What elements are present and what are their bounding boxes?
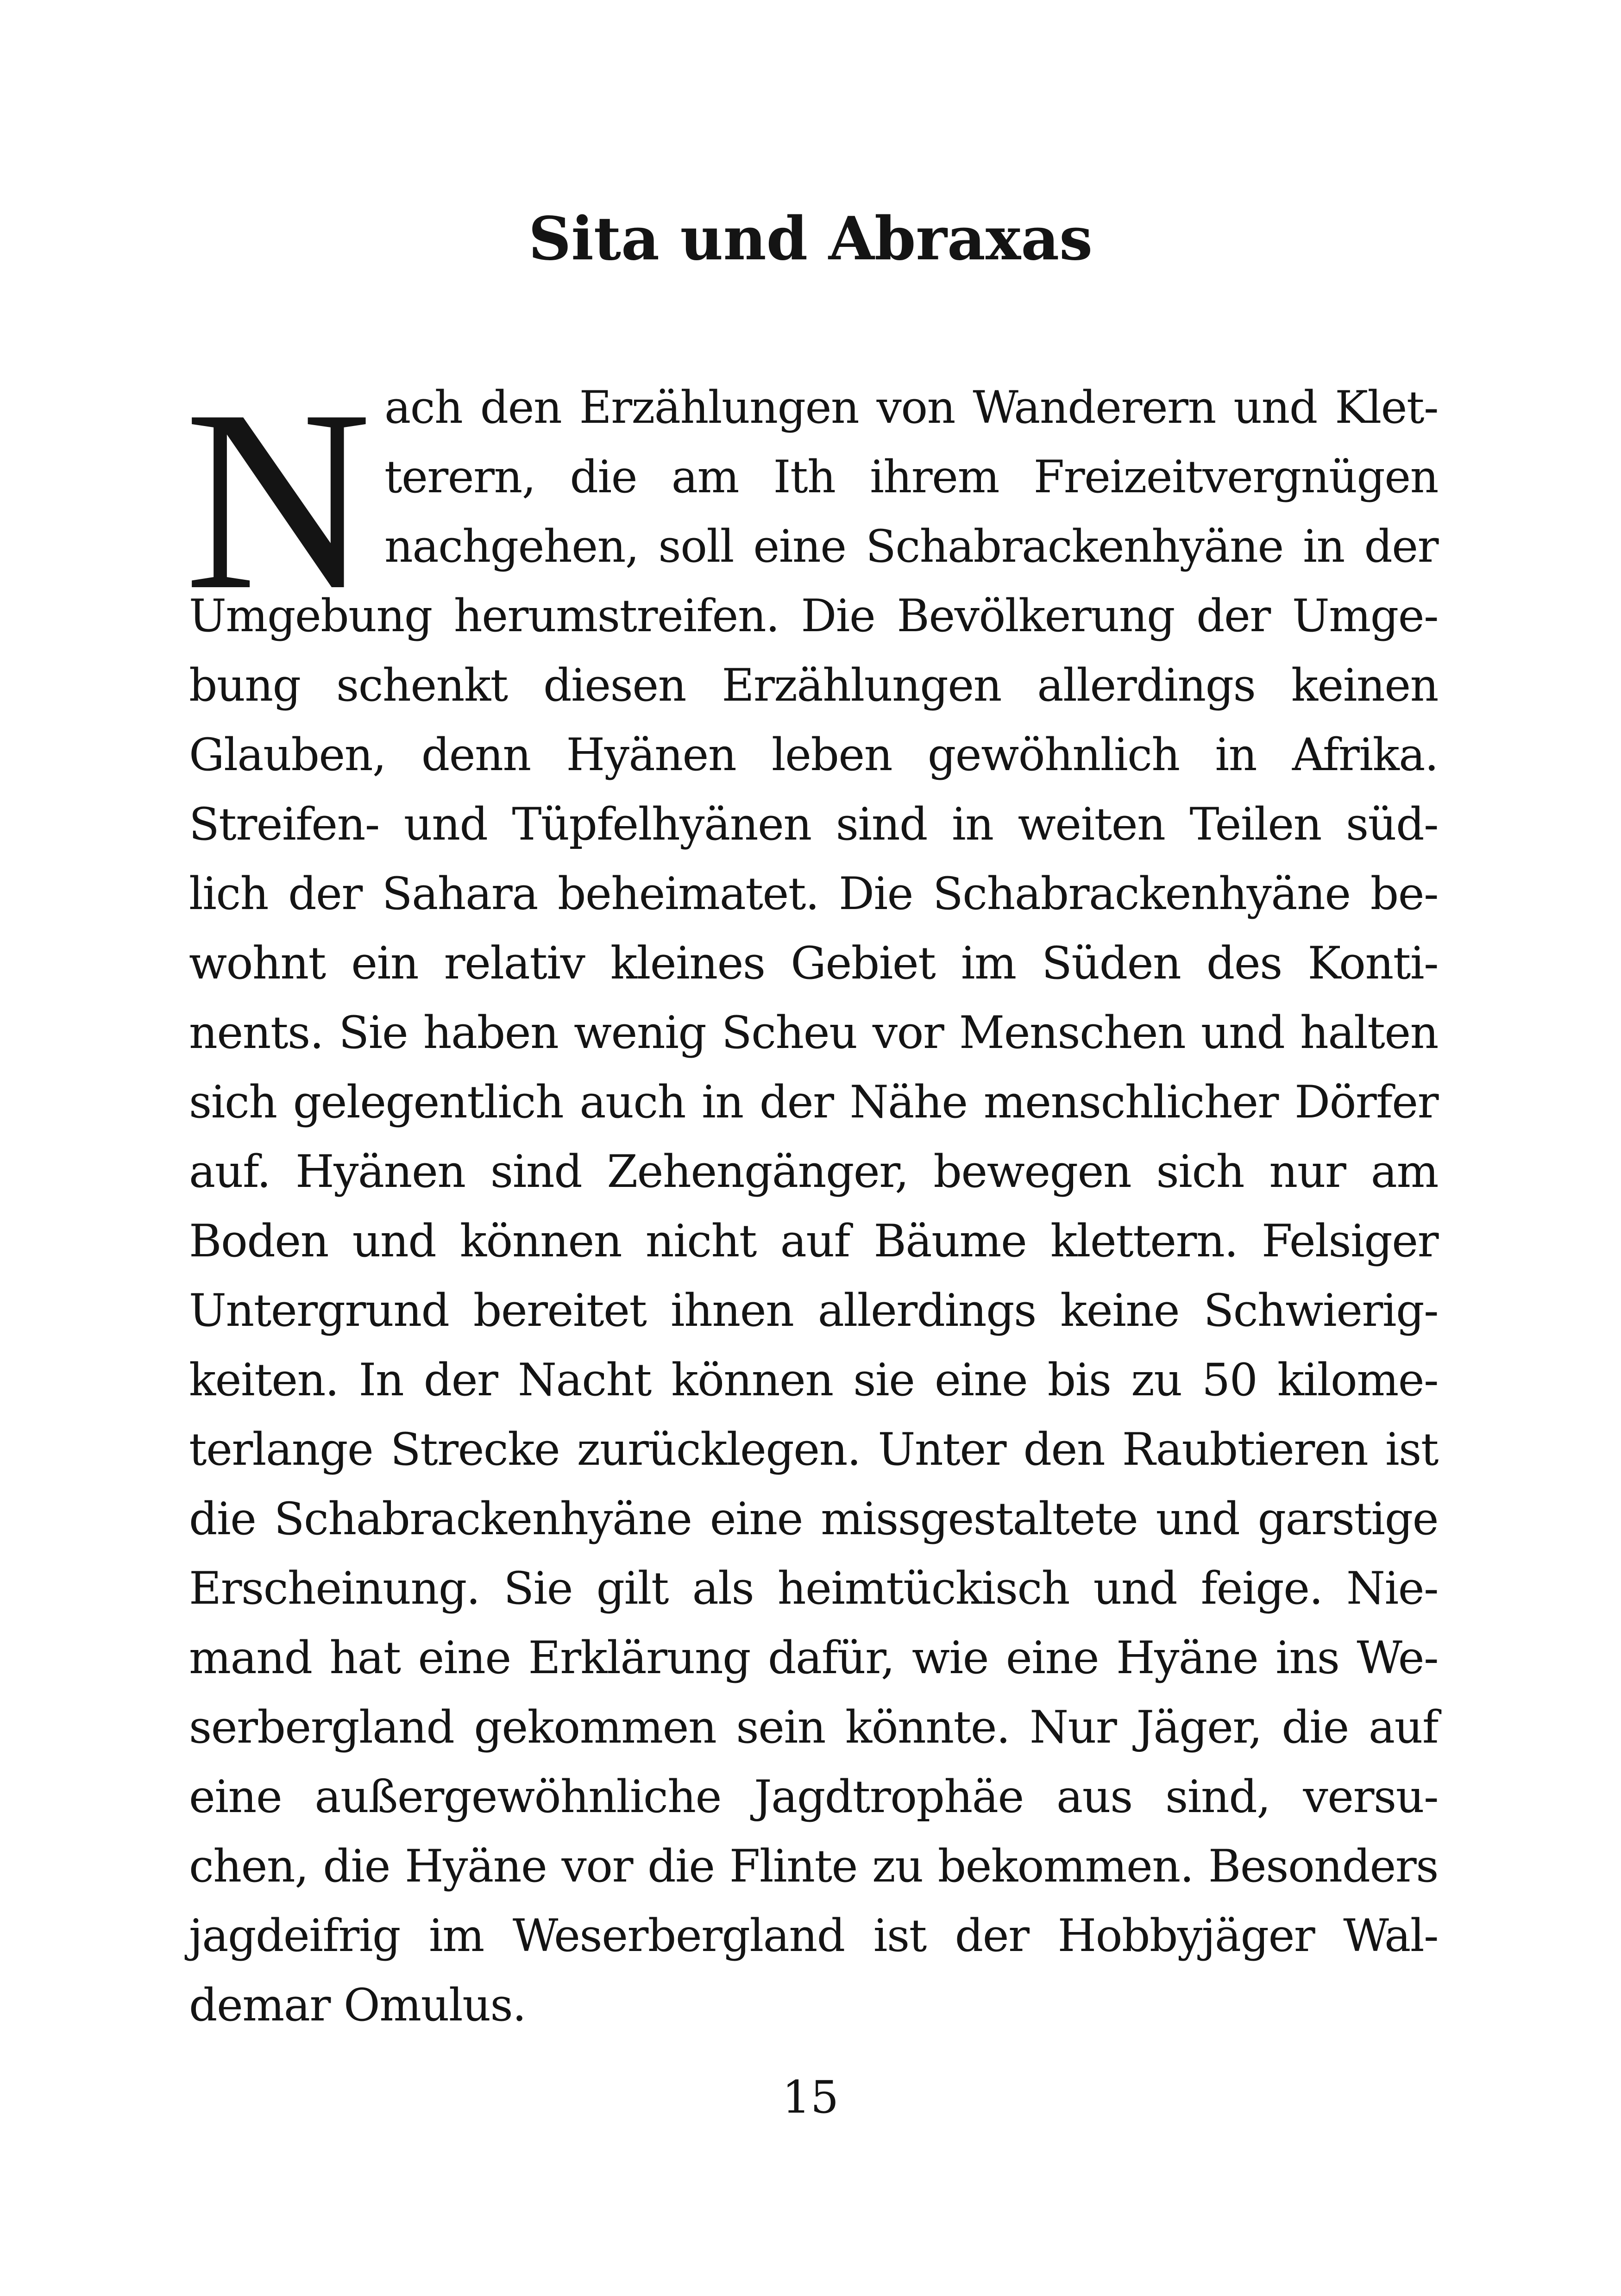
text-line: demar Omulus. xyxy=(189,1979,526,2031)
text-line: sich gelegentlich auch in der Nähe menschlicher Dörfer xyxy=(189,1076,1438,1128)
text-line: Glauben, denn Hyänen leben gewöhnlich in Afrika. xyxy=(189,729,1438,781)
text-line: wohnt ein relativ kleines Gebiet im Süden des Konti- xyxy=(189,937,1438,989)
text-line: die Schabrackenhyäne eine missgestaltete und garstige xyxy=(189,1493,1438,1545)
page-title: Sita und Abraxas xyxy=(528,204,1093,274)
text-line: bung schenkt diesen Erzählungen allerdings keinen xyxy=(189,659,1438,711)
text-line: chen, die Hyäne vor die Flinte zu bekommen. Besonders xyxy=(189,1840,1438,1892)
text-line: nents. Sie haben wenig Scheu vor Menschen und halten xyxy=(189,1007,1438,1059)
text-line: Umgebung herumstreifen. Die Bevölkerung der Umge- xyxy=(189,590,1438,642)
drop-cap-initial: N xyxy=(184,357,372,644)
text-line: terlange Strecke zurücklegen. Unter den Raubtieren ist xyxy=(189,1424,1438,1475)
text-line: Erscheinung. Sie gilt als heimtückisch und feige. Nie- xyxy=(189,1562,1438,1614)
text-line: jagdeifrig im Weserbergland ist der Hobbyjäger Wal- xyxy=(189,1910,1438,1962)
text-line: Untergrund bereitet ihnen allerdings keine Schwierig- xyxy=(189,1285,1438,1336)
text-line: Streifen- und Tüpfelhyänen sind in weiten Teilen süd- xyxy=(189,798,1438,850)
text-line: auf. Hyänen sind Zehengänger, bewegen sich nur am xyxy=(189,1146,1438,1198)
text-line: eine außergewöhnliche Jagdtrophäe aus sind, versu- xyxy=(189,1771,1438,1823)
text-line: serbergland gekommen sein könnte. Nur Jäger, die auf xyxy=(189,1701,1438,1753)
text-line: mand hat eine Erklärung dafür, wie eine Hyäne ins We- xyxy=(189,1632,1438,1684)
text-line: lich der Sahara beheimatet. Die Schabrackenhyäne be- xyxy=(189,868,1438,920)
page-number: 15 xyxy=(782,2071,839,2123)
text-line: terern, die am Ith ihrem Freizeitvergnügen xyxy=(384,451,1438,503)
text-line: ach den Erzählungen von Wanderern und Klet- xyxy=(384,382,1438,433)
text-line: keiten. In der Nacht können sie eine bis zu 50 kilome- xyxy=(189,1354,1438,1406)
text-line: Boden und können nicht auf Bäume klettern. Felsiger xyxy=(189,1215,1438,1267)
text-line: nachgehen, soll eine Schabrackenhyäne in der xyxy=(384,521,1438,572)
